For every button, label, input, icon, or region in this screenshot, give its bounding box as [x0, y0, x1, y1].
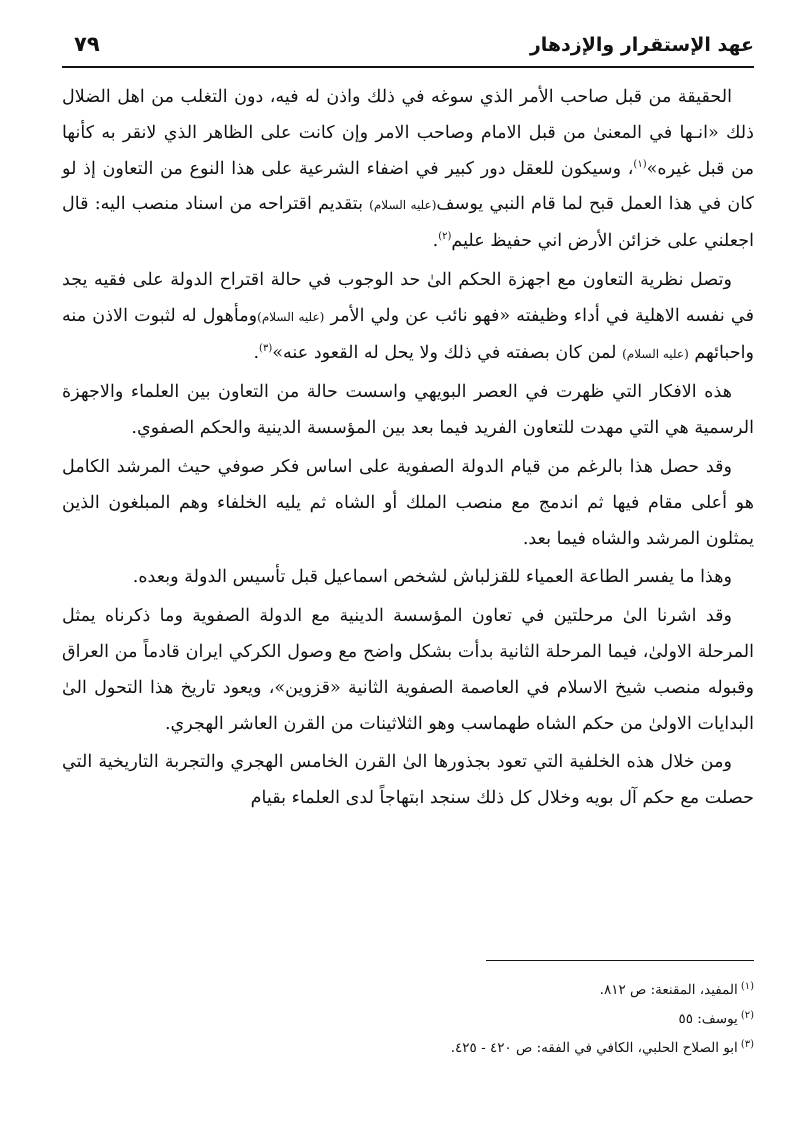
footnote-text: يوسف: ٥٥ [678, 1011, 738, 1027]
footnote-ref: (٣) [259, 342, 273, 354]
chapter-title: عهد الإستقرار والإزدهار [529, 34, 754, 56]
page-number: ٧٩ [74, 32, 100, 56]
paragraph-text: وتصل نظرية التعاون مع اجهزة الحكم الىٰ حد الوجوب في حالة اقتراح الدولة على فقيه يجد في نفسه الاهلية في أداء وظيفته «فهو نائب عن ولي الأمر [62, 269, 754, 326]
paragraph-text: بتقديم اقتراحه من اسناد منصب اليه: قال اجعلني على خزائن الأرض اني حفيظ عليم [62, 194, 754, 252]
paragraph-text: ومأهول له لثبوت الاذن منه واحبائهم [62, 305, 754, 363]
paragraph: وهذا ما يفسر الطاعة العمياء للقزلباش لشخص اسماعيل قبل تأسيس الدولة وبعده. [132, 567, 732, 588]
paragraph-text: الحقيقة من قبل صاحب الأمر الذي سوغه في ذلك واذن له فيه، دون التغلب من اهل الضلال ذلك «انـها في المعنىٰ من قبل الامام وصاحب الامر وإن كانت على الظاهر الذي لانقر به كأنها من قبل غيره» [62, 87, 755, 179]
footnote-number: (١) [740, 980, 754, 992]
footnote-number: (٢) [740, 1009, 754, 1021]
paragraph-text: لمن كان بصفته في ذلك ولا يحل له القعود عنه» [272, 342, 623, 363]
footnote-ref: (١) [633, 158, 647, 170]
paragraph: وقد حصل هذا بالرغم من قيام الدولة الصفوية على اساس فكر صوفي حيث المرشد الكامل هو أعلى مقام فيها ثم اندمج مع منصب الملك أو الشاه ثم يليه الخلفاء وهم المبلغون الذين يمثلون المرشد والشاه فيما بعد. [62, 456, 754, 549]
running-header [62, 30, 754, 68]
honorific: (عليه السلام) [622, 346, 689, 361]
footnote [62, 1034, 754, 1063]
paragraph-text: ، وسيكون للعقل دور كبير في اضفاء الشرعية على هذا النوع من التعاون إذ لو كان في هذا العمل قبح لما قام النبي يوسف [62, 158, 754, 215]
footnote-text: ابو الصلاح الحلبي، الكافي في الفقه: ص ٤٢٠ - ٤٢٥. [450, 1040, 738, 1056]
footnote-number: (٣) [740, 1038, 754, 1050]
footnote-text: المفيد، المقنعة: ص ٨١٢. [599, 982, 738, 998]
footnote [62, 976, 754, 1005]
paragraph: هذه الافكار التي ظهرت في العصر البويهي واسست حالة من التعاون بين العلماء والاجهزة الرسمية هي التي مهدت للتعاون الفريد فيما بعد بين المؤسسة الدينية والحكم الصفوي. [62, 382, 754, 439]
footnote [62, 1005, 754, 1034]
paragraph [62, 263, 754, 372]
paragraph [62, 80, 754, 260]
paragraph: وقد اشرنا الىٰ مرحلتين في تعاون المؤسسة الدينية مع الدولة الصفوية وما ذكرناه يمثل المرحلة الاولىٰ، فيما المرحلة الثانية بدأت بشكل واضح مع وصول الكركي ايران قادماً من العراق وقبوله منصب شيخ الاسلام في العاصمة الصفوية الثانية «قزوين»، ويعود تاريخ هذا التحول الىٰ البدايات الاولىٰ من حكم الشاه طهماسب وهو الثلاثينات من القرن العاشر الهجري. [62, 606, 754, 734]
honorific: (عليه السلام) [369, 198, 437, 213]
footnote-divider [486, 960, 754, 961]
honorific: (عليه السلام) [257, 309, 325, 324]
footnote-ref: (٢) [438, 231, 452, 243]
paragraph: ومن خلال هذه الخلفية التي تعود بجذورها الىٰ القرن الخامس الهجري والتجربة التاريخية التي حصلت مع حكم آل بويه وخلال كل ذلك سنجد ابتهاجاً لدى العلماء بقيام [62, 752, 754, 809]
footnotes [62, 976, 754, 1063]
punctuation: . [432, 231, 439, 252]
punctuation: . [253, 342, 260, 363]
body-text [62, 80, 754, 817]
